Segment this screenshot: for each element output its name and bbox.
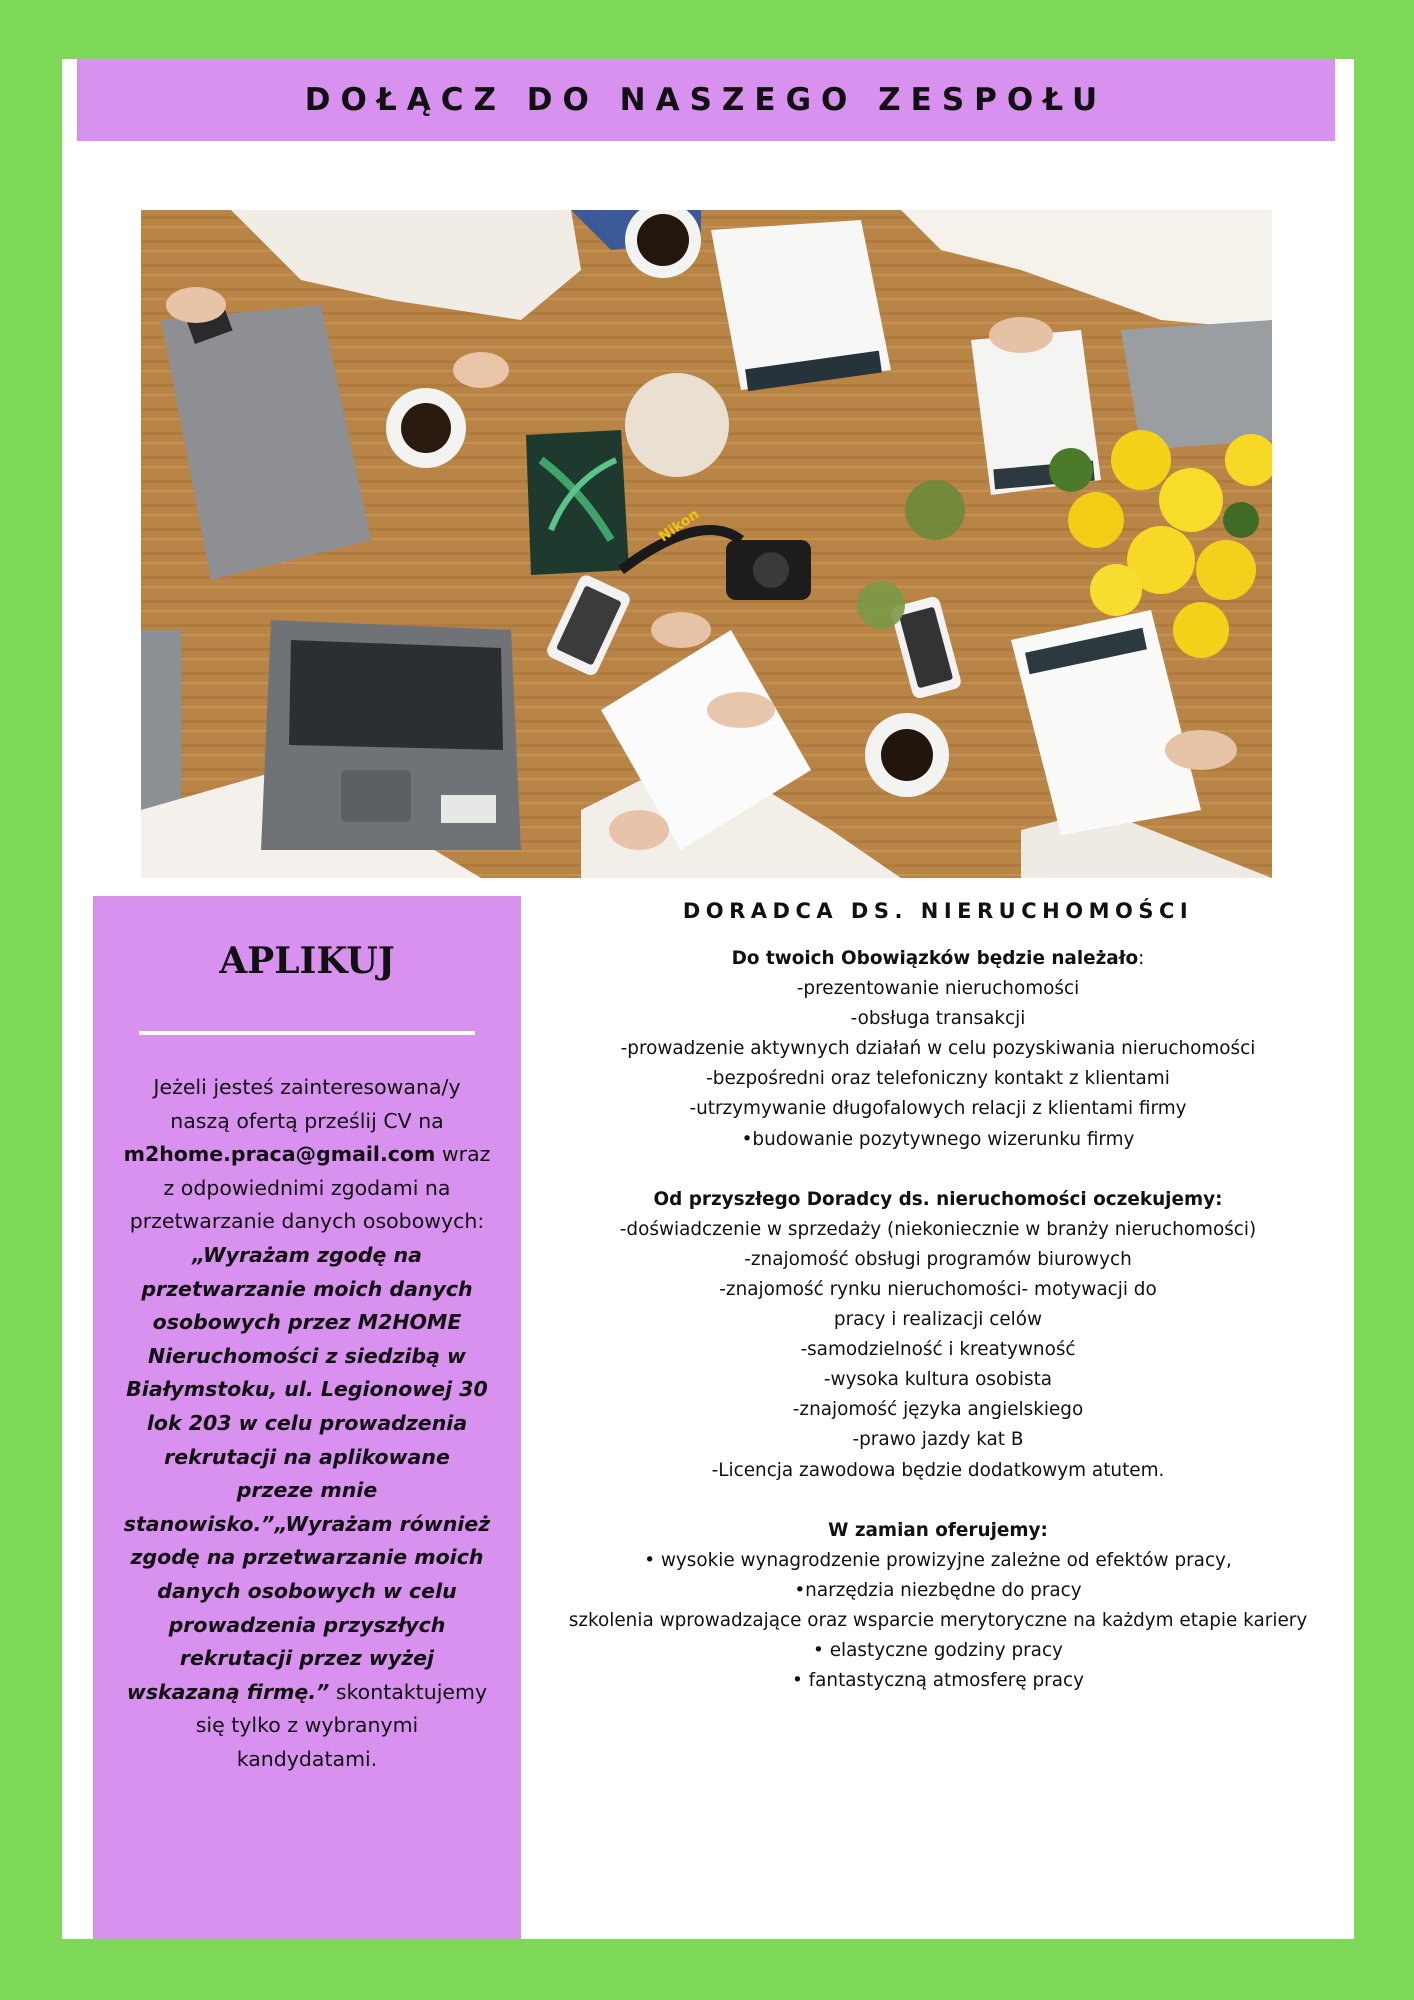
requirement-item: -znajomość języka angielskiego bbox=[792, 1399, 1084, 1421]
offer-item: • wysokie wynagrodzenie prowizyjne zależne od efektów pracy, bbox=[644, 1549, 1232, 1571]
requirements-section bbox=[548, 1185, 1328, 1486]
offer-item: •narzędzia niezbędne do pracy bbox=[794, 1579, 1082, 1601]
header-banner bbox=[77, 59, 1335, 141]
header-title: DOŁĄCZ DO NASZEGO ZESPOŁU bbox=[304, 82, 1108, 118]
offer-item: • fantastyczną atmosferę pracy bbox=[791, 1670, 1085, 1692]
requirement-item: -Licencja zawodowa będzie dodatkowym atutem. bbox=[711, 1459, 1165, 1481]
requirements-heading: Od przyszłego Doradcy ds. nieruchomości oczekujemy: bbox=[653, 1188, 1223, 1210]
offer-item: szkolenia wprowadzające oraz wsparcie merytoryczne na każdym etapie kariery bbox=[568, 1609, 1308, 1631]
poster-page bbox=[62, 59, 1354, 1939]
camera-strap-brand: Nikon bbox=[656, 506, 703, 546]
hand-left bbox=[166, 287, 226, 323]
requirement-item: -samodzielność i kreatywność bbox=[800, 1339, 1076, 1361]
offer-section bbox=[548, 1516, 1328, 1697]
duties-heading: Do twoich Obowiązków będzie należało bbox=[731, 948, 1139, 969]
apply-intro: Jeżeli jesteś zainteresowana/y naszą ofertą prześlij CV na bbox=[153, 1075, 461, 1133]
job-title: DORADCA DS. NIERUCHOMOŚCI bbox=[682, 899, 1194, 923]
apply-outro: skontaktujemy się tylko z wybranymi kandydatami. bbox=[195, 1679, 488, 1771]
plant-notebook bbox=[526, 430, 629, 575]
hand-right bbox=[989, 317, 1053, 353]
consent-clause: „Wyrażam zgodę na przetwarzanie moich danych osobowych przez M2HOME Nieruchomości z siedzibą w Białymstoku, ul. Legionowej 30 lok 203 w celu prowadzenia rekrutacji na aplikowane przeze mnie stanowisko.”„Wyrażam również zgodę na przetwarzanie moich danych osobowych w celu prowadzenia przyszłych rekrutacji przez wyżej wskazaną firmę.” bbox=[123, 1242, 491, 1704]
requirement-item: -prawo jazdy kat B bbox=[852, 1429, 1024, 1451]
apply-divider bbox=[139, 1031, 475, 1035]
apply-title: APLIKUJ bbox=[219, 940, 395, 982]
duty-item: •budowanie pozytywnego wizerunku firmy bbox=[741, 1128, 1135, 1150]
requirement-item: pracy i realizacji celów bbox=[833, 1309, 1043, 1331]
hand-bottom bbox=[609, 810, 669, 850]
duty-item: -utrzymywanie długofalowych relacji z klientami firmy bbox=[689, 1098, 1187, 1120]
apply-panel bbox=[93, 896, 521, 1939]
office-desk-photo bbox=[141, 210, 1272, 878]
requirement-item: -znajomość rynku nieruchomości- motywacji do bbox=[719, 1278, 1157, 1300]
apply-instructions bbox=[123, 1071, 491, 1776]
small-plant bbox=[905, 480, 965, 540]
apply-after-email: wraz z odpowiednimi zgodami na przetwarzanie danych osobowych: bbox=[129, 1142, 491, 1234]
duty-item: -bezpośredni oraz telefoniczny kontakt z klientami bbox=[706, 1068, 1170, 1090]
apply-email[interactable]: m2home.praca@gmail.com bbox=[123, 1142, 436, 1167]
requirement-item: -wysoka kultura osobista bbox=[823, 1369, 1053, 1391]
duties-colon: : bbox=[1138, 948, 1145, 969]
duties-section bbox=[548, 944, 1328, 1155]
job-description bbox=[548, 896, 1328, 1696]
duty-item: -prowadzenie aktywnych działań w celu pozyskiwania nieruchomości bbox=[620, 1038, 1256, 1060]
glass-saucer bbox=[625, 373, 729, 477]
requirement-item: -doświadczenie w sprzedaży (niekoniecznie w branży nieruchomości) bbox=[619, 1218, 1257, 1240]
requirement-item: -znajomość obsługi programów biurowych bbox=[744, 1248, 1132, 1270]
offer-item: • elastyczne godziny pracy bbox=[813, 1639, 1063, 1661]
hand-writing bbox=[1165, 730, 1237, 770]
duty-item: -prezentowanie nieruchomości bbox=[796, 978, 1080, 1000]
duty-item: -obsługa transakcji bbox=[850, 1008, 1026, 1030]
hand-center bbox=[453, 352, 509, 388]
offer-heading: W zamian oferujemy: bbox=[828, 1519, 1048, 1541]
